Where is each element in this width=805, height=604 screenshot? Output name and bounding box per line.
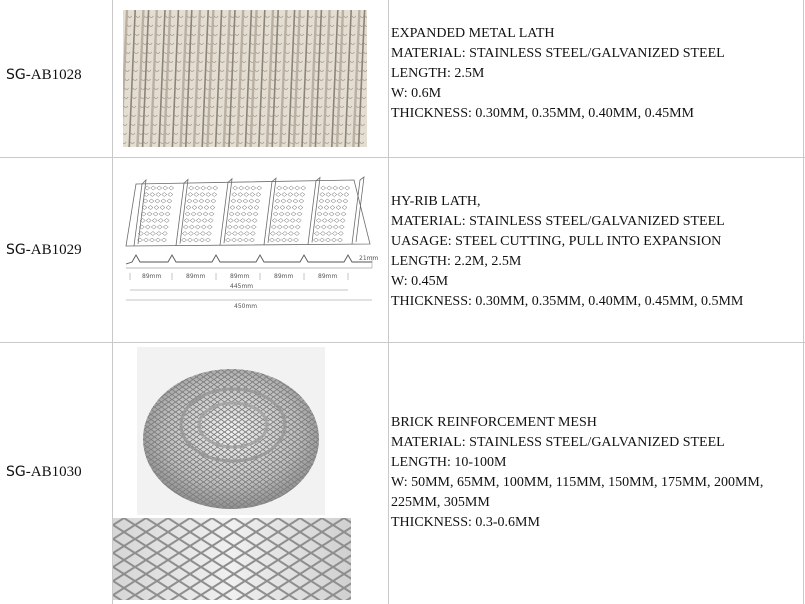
pitch-label: 89mm (142, 273, 162, 280)
spec-material: MATERIAL: STAINLESS STEEL/GALVANIZED STEEL (391, 435, 725, 450)
pitch-label: 89mm (186, 273, 206, 280)
product-title: EXPANDED METAL LATH (391, 26, 555, 41)
spec-width: W: 0.6M (391, 86, 442, 101)
product-code: SG-AB1029 (6, 242, 82, 258)
row-divider (0, 342, 805, 343)
column-divider (112, 0, 113, 604)
spec-length: LENGTH: 2.5M (391, 66, 485, 81)
spec-material: MATERIAL: STAINLESS STEEL/GALVANIZED STEEL (391, 214, 725, 229)
spec-thickness: THICKNESS: 0.3-0.6MM (391, 515, 540, 530)
column-divider (803, 0, 804, 604)
row-divider (0, 157, 805, 158)
pitch-label: 89mm (230, 273, 250, 280)
pitch-label: 89mm (274, 273, 294, 280)
spec-width: W: 50MM, 65MM, 100MM, 115MM, 150MM, 175MM, 200MM, 225MM, 305MM (391, 475, 764, 510)
total-inner-label: 445mm (230, 283, 254, 290)
product-code: SG-AB1030 (6, 464, 82, 480)
spec-thickness: THICKNESS: 0.30MM, 0.35MM, 0.40MM, 0.45MM (391, 106, 694, 121)
total-outer-label: 450mm (234, 303, 258, 310)
hy-rib-lath-diagram (122, 176, 380, 314)
column-divider (388, 0, 389, 604)
mesh-closeup-photo (113, 518, 351, 600)
height-label: 21mm (359, 255, 379, 262)
expanded-metal-lath-photo (123, 10, 367, 147)
product-description (391, 24, 799, 124)
product-description (391, 192, 799, 312)
spec-thickness: THICKNESS: 0.30MM, 0.35MM, 0.40MM, 0.45MM, 0.5MM (391, 294, 744, 309)
spec-usage: UASAGE: STEEL CUTTING, PULL INTO EXPANSION (391, 234, 722, 249)
spec-material: MATERIAL: STAINLESS STEEL/GALVANIZED STEEL (391, 46, 725, 61)
product-description (391, 413, 799, 533)
product-code: SG-AB1028 (6, 67, 82, 83)
product-title: HY-RIB LATH, (391, 194, 481, 209)
spec-length: LENGTH: 2.2M, 2.5M (391, 254, 522, 269)
mesh-coil-photo (137, 347, 325, 515)
pitch-label: 89mm (318, 273, 338, 280)
product-title: BRICK REINFORCEMENT MESH (391, 415, 597, 430)
spec-length: LENGTH: 10-100M (391, 455, 507, 470)
spec-width: W: 0.45M (391, 274, 449, 289)
